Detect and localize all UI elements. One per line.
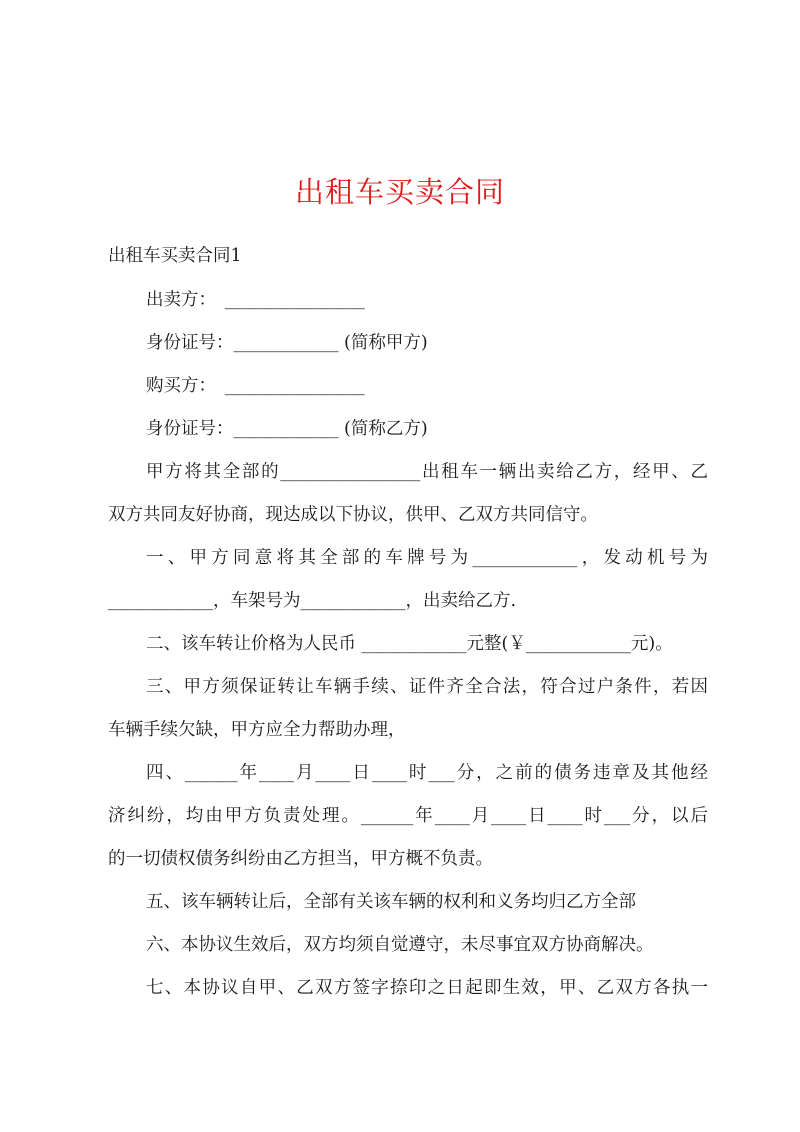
clause-5: 五、该车辆转让后，全部有关该车辆的权利和义务均归乙方全部 <box>146 892 636 912</box>
clause-1-line-2: ____________，车架号为____________，出卖给乙方. <box>108 591 517 611</box>
clause-3-line-2: 车辆手续欠缺，甲方应全力帮助办理， <box>108 720 406 740</box>
paragraph-intro-line-2: 双方共同友好协商，现达成以下协议，供甲、乙双方共同信守。 <box>108 505 598 525</box>
section-heading: 出租车买卖合同1 <box>108 246 242 266</box>
buyer-field: 购买方： ________________ <box>146 376 365 396</box>
paragraph-intro-line-1: 甲方将其全部的________________出租车一辆出卖给乙方，经甲、乙 <box>146 462 708 482</box>
clause-4-line-1: 四、______年____月____日____时___分，之前的债务违章及其他经 <box>146 763 708 783</box>
clause-4-line-2: 济纠纷，均由甲方负责处理。______年____月____日____时___分，以后 <box>108 806 708 826</box>
clause-7-line-1: 七、本协议自甲、乙双方签字捺印之日起即生效，甲、乙双方各执一 <box>146 978 708 998</box>
seller-field: 出卖方： ________________ <box>146 290 365 310</box>
clause-6: 六、本协议生效后，双方均须自觉遵守，未尽事宜双方协商解决。 <box>146 935 654 955</box>
clause-4-line-3: 的一切债权债务纠纷由乙方担当，甲方概不负责。 <box>108 849 493 869</box>
clause-2: 二、该车转让价格为人民币 ____________元整(￥____________元)。 <box>146 634 673 654</box>
buyer-id-field: 身份证号：____________ (简称乙方) <box>146 419 428 439</box>
clause-3-line-1: 三、甲方须保证转让车辆手续、证件齐全合法，符合过户条件，若因 <box>146 677 708 697</box>
document-title: 出租车买卖合同 <box>294 175 505 209</box>
clause-1-line-1: 一、甲方同意将其全部的车牌号为____________，发动机号为 <box>146 548 708 568</box>
seller-id-field: 身份证号：____________ (简称甲方) <box>146 333 428 353</box>
